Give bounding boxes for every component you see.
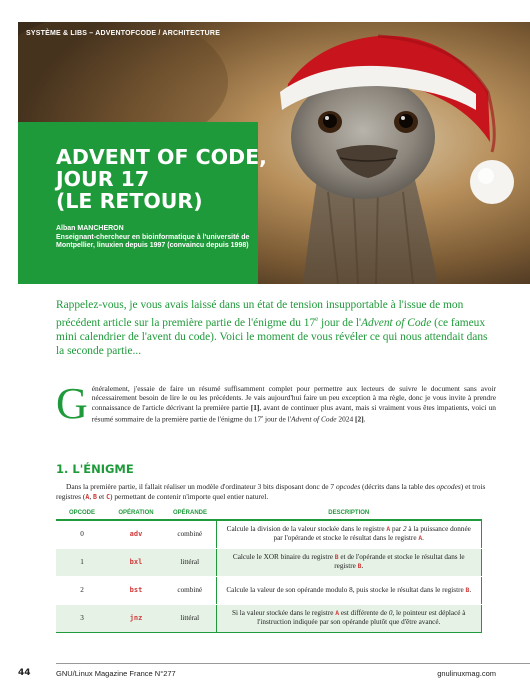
desc-text: par [390, 525, 403, 534]
page-footer [0, 662, 530, 682]
desc-italic: 2 [402, 525, 407, 534]
table-row [56, 576, 482, 604]
lead-italic: Advent of Code [361, 316, 432, 329]
table-row [56, 604, 482, 632]
desc-text: à la puissance donnée par l'opérande et stocke le résultat dans le registre [273, 525, 471, 543]
cell-description [216, 604, 482, 632]
cell-opcode: 1 [56, 548, 108, 576]
register-name: A [85, 492, 90, 501]
desc-text: Calcule la valeur de son opérande modulo 8, puis stocke le résultat dans le registre [226, 585, 466, 594]
table-row [56, 548, 482, 576]
desc-text: . [361, 562, 364, 570]
reference-link[interactable]: [1] [250, 402, 260, 412]
author-name: Alban MANCHERON [56, 225, 124, 232]
desc-text: Calcule la division de la valeur stockée dans le registre [226, 525, 387, 534]
body-text: et [97, 491, 107, 501]
body-italic: Advent of Code [290, 414, 337, 424]
cell-description [216, 548, 482, 576]
cell-operation: adv [108, 520, 164, 548]
col-header-operand: OPÉRANDE [164, 507, 216, 520]
desc-text: est différente de [339, 609, 389, 617]
cell-opcode: 3 [56, 604, 108, 632]
title-line-3: (LE RETOUR) [56, 189, 203, 213]
register-name: B [334, 553, 339, 561]
body-italic: opcodes [436, 482, 461, 491]
lead-text: jour de l' [318, 316, 362, 329]
intro-paragraph [56, 379, 496, 428]
body-text: . [363, 414, 366, 424]
register-name: A [335, 609, 340, 617]
article-title [56, 145, 267, 213]
page-number: 44 [18, 668, 31, 678]
body-superscript: e [261, 414, 264, 420]
cell-operand: combiné [164, 520, 216, 548]
desc-text: Calcule le XOR binaire du registre [232, 553, 335, 561]
body-text: ) et trois registres ( [56, 482, 486, 501]
desc-text: . [469, 585, 472, 594]
body-text: ) permettant de contenir n'importe quel entier naturel. [110, 491, 269, 501]
cell-operation: bxl [108, 548, 164, 576]
cell-opcode: 2 [56, 576, 108, 604]
section-rubric: SYSTÈME & LIBS – ADVENTOFCODE / ARCHITECTURE [26, 30, 221, 37]
desc-italic: 0 [388, 609, 393, 617]
register-name: A [418, 534, 423, 543]
register-name: B [93, 492, 98, 501]
cell-description [216, 576, 482, 604]
body-text: énéralement, j'essaie de faire un résumé suffisamment complet pour permettre aux lecteurs de suivre le document sans avoir nécessairement besoin de lire le ou les précédents. Je vais aujourd'hui faire un peu exception à ma règle, donc je vous invite à prendre connaissance de l'article décrivant la première partie [91, 384, 496, 412]
cell-operand: littéral [164, 604, 216, 632]
col-header-opcode: OPCODE [56, 507, 108, 520]
table-header-row [56, 507, 482, 520]
opcodes-table [56, 507, 482, 633]
cell-description [216, 520, 482, 548]
drop-cap: G [56, 379, 88, 428]
register-name: B [465, 585, 470, 594]
website-link[interactable]: gnulinuxmag.com [437, 669, 496, 678]
body-text: (décrits dans la table des [360, 482, 437, 491]
register-name: B [357, 562, 362, 570]
title-line-1: ADVENT OF CODE, [56, 145, 267, 169]
magazine-name: GNU/Linux Magazine France N°277 [56, 669, 176, 678]
title-line-2: JOUR 17 [56, 167, 150, 191]
lead-superscript: e [315, 315, 319, 323]
register-name: A [386, 525, 391, 534]
body-text: 2024 [336, 414, 356, 424]
author-bio: Enseignant-chercheur en bioinformatique à l'université de Montpellier, linuxien depuis 1997 (convaincu depuis 1998) [56, 233, 250, 250]
cell-operand: combiné [164, 576, 216, 604]
cell-operation: bst [108, 576, 164, 604]
section-heading: 1. L'ÉNIGME [56, 462, 134, 476]
body-text: , [89, 491, 94, 501]
author-block [56, 225, 256, 251]
body-italic: opcodes [335, 482, 361, 491]
reference-link[interactable]: [2] [355, 414, 364, 424]
desc-text: Si la valeur stockée dans le registre [232, 609, 336, 617]
cell-operation: jnz [108, 604, 164, 632]
article-lead [56, 298, 496, 359]
section-paragraph [56, 482, 496, 502]
col-header-description: DESCRIPTION [216, 507, 482, 520]
cell-operand: littéral [164, 548, 216, 576]
body-text: , avant de continuer plus avant, mais si vraiment vous êtes impatients, voici un résumé sommaire de la première partie de l'énigme du 17 [91, 402, 496, 424]
lead-text: Rappelez-vous, je vous avais laissé dans un état de tension insupportable à l'issue de mon précédent article sur la première partie de l'énigme du 17 [56, 299, 464, 329]
lead-text: (ce fameux mini calendrier de l'avent du code). Voici le moment de vous révéler ce qui nous attendait dans la seconde partie... [56, 316, 488, 358]
table-row [56, 520, 482, 548]
desc-text: . [422, 534, 424, 543]
register-name: C [106, 492, 111, 501]
body-text: jour de l' [263, 414, 291, 424]
footer-divider [56, 663, 530, 664]
col-header-operation: OPÉRATION [108, 507, 164, 520]
desc-text: , le pointeur est déplacé à l'instruction indiquée par son opérande plutôt que d'être avancé. [257, 609, 466, 626]
desc-text: et de l'opérande et stocke le résultat dans le registre [334, 553, 465, 570]
cell-opcode: 0 [56, 520, 108, 548]
body-text: Dans la première partie, il fallait réaliser un modèle d'ordinateur 3 bits disposant donc de 7 [66, 482, 336, 491]
